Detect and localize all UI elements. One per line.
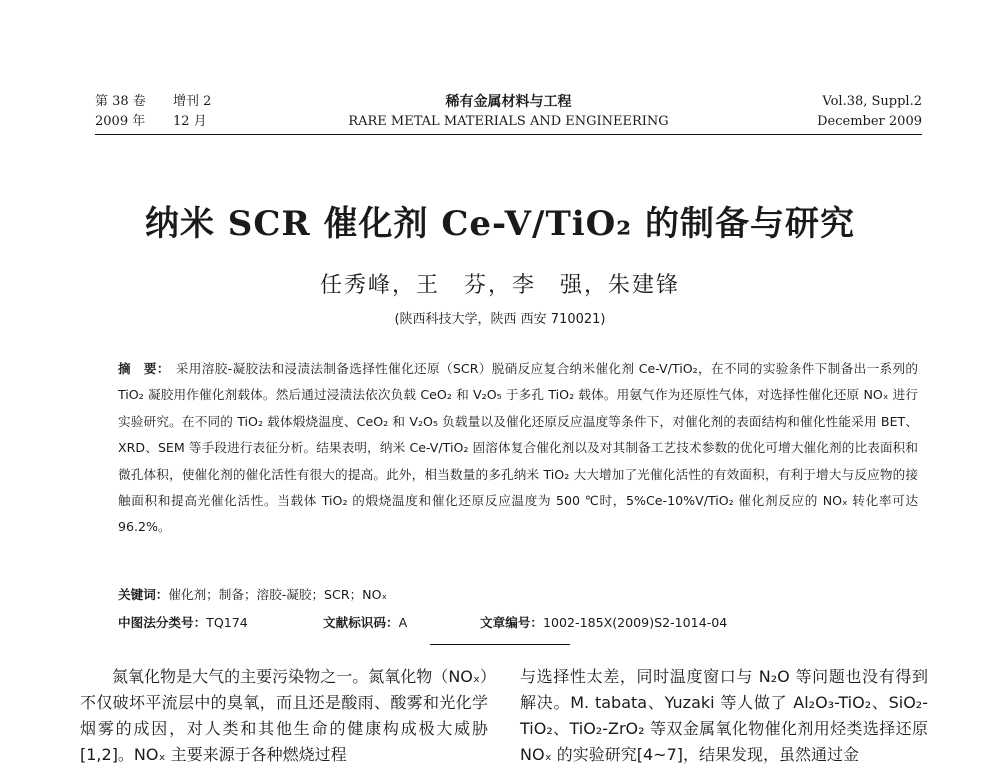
header-right <box>817 92 922 132</box>
article-no-label: 文章编号： <box>480 615 543 630</box>
abstract-text: 采用溶胶-凝胶法和浸渍法制备选择性催化还原（SCR）脱硝反应复合纳米催化剂 Ce-V/TiO₂，在不同的实验条件下制备出一系列的 TiO₂ 凝胶用作催化剂载体。然后通过浸渍法依次负载 CeO₂ 和 V₂O₅ 于多孔 TiO₂ 载体。用氨气作为还原性气体，对选择性催化还原 NOₓ 进行实验研究。在不同的 TiO₂ 载体煅烧温度、CeO₂ 和 V₂O₅ 负载量以及催化还原反应温度等条件下，对催化剂的表面结构和催化性能采用 BET、XRD、SEM 等手段进行表征分析。结果表明，纳米 Ce-V/TiO₂ 固溶体复合催化剂以及对其制备工艺技术参数的优化可增大催化剂的比表面积和微孔体积，使催化剂的催化活性有很大的提高。此外，相当数量的多孔纳米 TiO₂ 大大增加了光催化活性的有效面积，有利于增大与反应物的接触面积和提高光催化活性。当载体 TiO₂ 的煅烧温度和催化还原反应温度为 500 ℃时，5%Ce-10%V/TiO₂ 催化剂反应的 NOₓ 转化率可达 96.2%。 <box>118 361 918 535</box>
body-column-left: 氮氧化物是大气的主要污染物之一。氮氧化物（NOₓ）不仅破坏平流层中的臭氧，而且还是酸雨、酸雾和光化学烟雾的成因，对人类和其他生命的健康构成极大威胁[1,2]。NOₓ 主要来源于各种燃烧过程 <box>80 667 488 764</box>
header-rule <box>95 134 922 135</box>
doc-code-value: A <box>398 615 408 630</box>
abstract <box>118 356 918 541</box>
issue-cn: 增刊 2 <box>173 94 212 109</box>
clc-label: 中图法分类号： <box>118 615 207 630</box>
doc-code-label: 文献标识码： <box>323 615 399 630</box>
article-no-value: 1002-185X(2009)S2-1014-04 <box>542 615 728 630</box>
authors: 任秀峰，王 芬，李 强，朱建锋 <box>319 273 680 298</box>
abstract-label: 摘 要： <box>118 361 170 376</box>
year-cn: 2009 年 <box>95 114 146 129</box>
journal-header <box>95 92 922 136</box>
body-column-right: 与选择性太差，同时温度窗口与 N₂O 等问题也没有得到解决。M. tabata、Yuzaki 等人做了 Al₂O₃-TiO₂、SiO₂-TiO₂、TiO₂-ZrO₂ 等双金属氧化物催化剂用烃类选择还原 NOₓ 的实验研究[4~7]，结果发现，虽然通过金 <box>520 667 928 764</box>
section-separator <box>430 644 570 645</box>
volume-cn: 第 38 卷 <box>95 94 146 109</box>
header-center <box>95 92 922 132</box>
keywords-text: 催化剂；制备；溶胶-凝胶；SCR；NOₓ <box>168 587 388 602</box>
paper-title: 纳米 SCR 催化剂 Ce-V/TiO₂ 的制备与研究 <box>144 204 856 244</box>
journal-name-en: RARE METAL MATERIALS AND ENGINEERING <box>348 114 669 129</box>
clc-value: TQ174 <box>206 615 248 630</box>
journal-name-cn: 稀有金属材料与工程 <box>445 94 572 110</box>
keywords <box>118 584 918 603</box>
month-cn: 12 月 <box>173 114 207 129</box>
volume-en: Vol.38, Suppl.2 <box>822 94 922 109</box>
date-en: December 2009 <box>817 114 922 129</box>
affiliation: (陕西科技大学，陕西 西安 710021) <box>394 312 606 327</box>
keywords-label: 关键词： <box>118 587 169 602</box>
